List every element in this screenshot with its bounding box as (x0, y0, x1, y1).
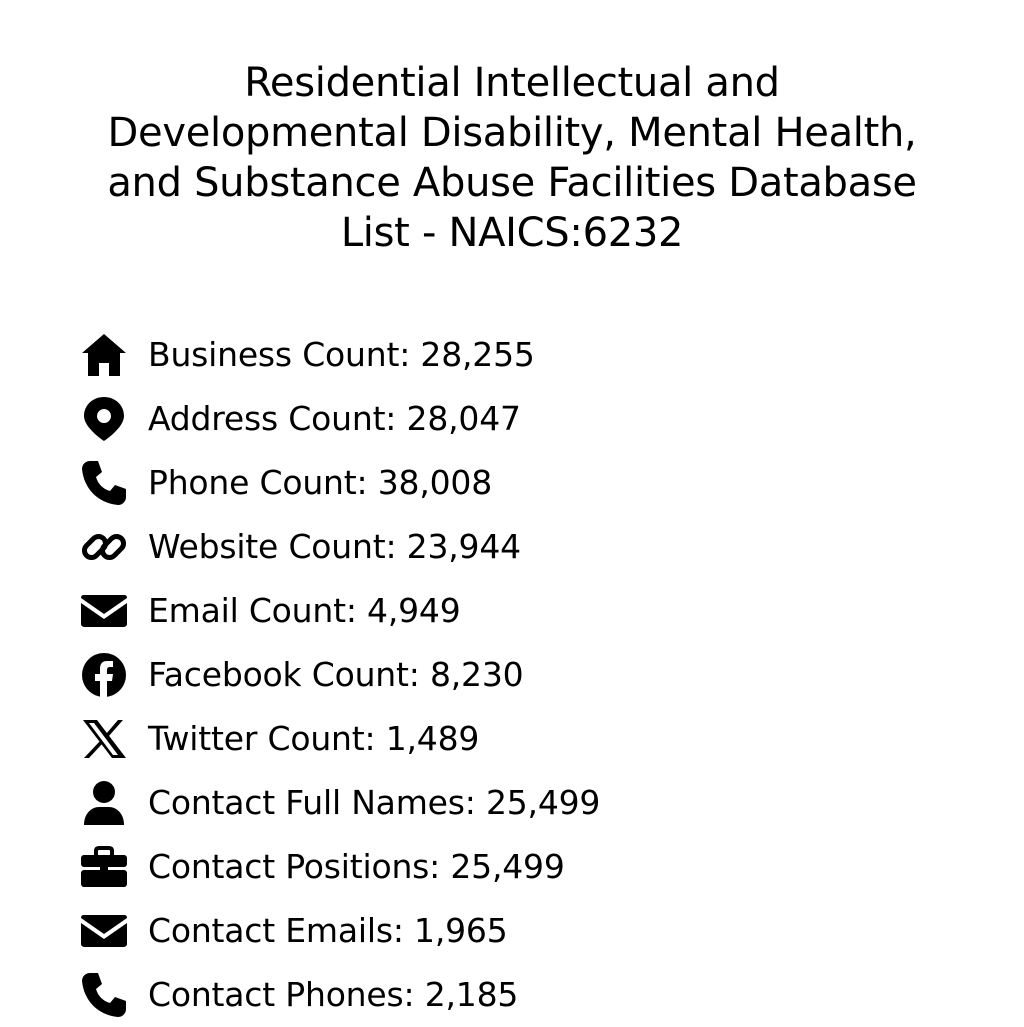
stats-list (78, 323, 600, 1027)
stat-website-count (78, 515, 600, 579)
stat-contact-phones (78, 963, 600, 1027)
stat-business-count (78, 323, 600, 387)
stat-email-count (78, 579, 600, 643)
stat-label: Website Count: 23,944 (148, 527, 521, 566)
stat-label: Address Count: 28,047 (148, 399, 521, 438)
stat-address-count (78, 387, 600, 451)
phone-icon (78, 969, 130, 1021)
link-icon (78, 521, 130, 573)
stat-label: Business Count: 28,255 (148, 335, 535, 374)
stat-label: Email Count: 4,949 (148, 591, 461, 630)
envelope-icon (78, 905, 130, 957)
stat-label: Contact Phones: 2,185 (148, 975, 519, 1014)
user-icon (78, 777, 130, 829)
stat-contact-full-names (78, 771, 600, 835)
stat-label: Phone Count: 38,008 (148, 463, 492, 502)
stat-contact-emails (78, 899, 600, 963)
stat-label: Contact Emails: 1,965 (148, 911, 508, 950)
stat-label: Twitter Count: 1,489 (148, 719, 480, 758)
briefcase-icon (78, 841, 130, 893)
stat-label: Contact Positions: 25,499 (148, 847, 565, 886)
stat-contact-positions (78, 835, 600, 899)
stat-label: Contact Full Names: 25,499 (148, 783, 601, 822)
title-line: List - NAICS:6232 (340, 210, 684, 256)
facebook-icon (78, 649, 130, 701)
x-twitter-icon (78, 713, 130, 765)
stat-phone-count (78, 451, 600, 515)
stat-label: Facebook Count: 8,230 (148, 655, 524, 694)
page-title (40, 58, 984, 258)
phone-icon (78, 457, 130, 509)
stat-twitter-count (78, 707, 600, 771)
envelope-icon (78, 585, 130, 637)
title-line: and Substance Abuse Facilities Database (107, 160, 917, 206)
location-pin-icon (78, 393, 130, 445)
stat-facebook-count (78, 643, 600, 707)
title-line: Residential Intellectual and (244, 60, 780, 106)
home-icon (78, 329, 130, 381)
title-line: Developmental Disability, Mental Health, (107, 110, 917, 156)
